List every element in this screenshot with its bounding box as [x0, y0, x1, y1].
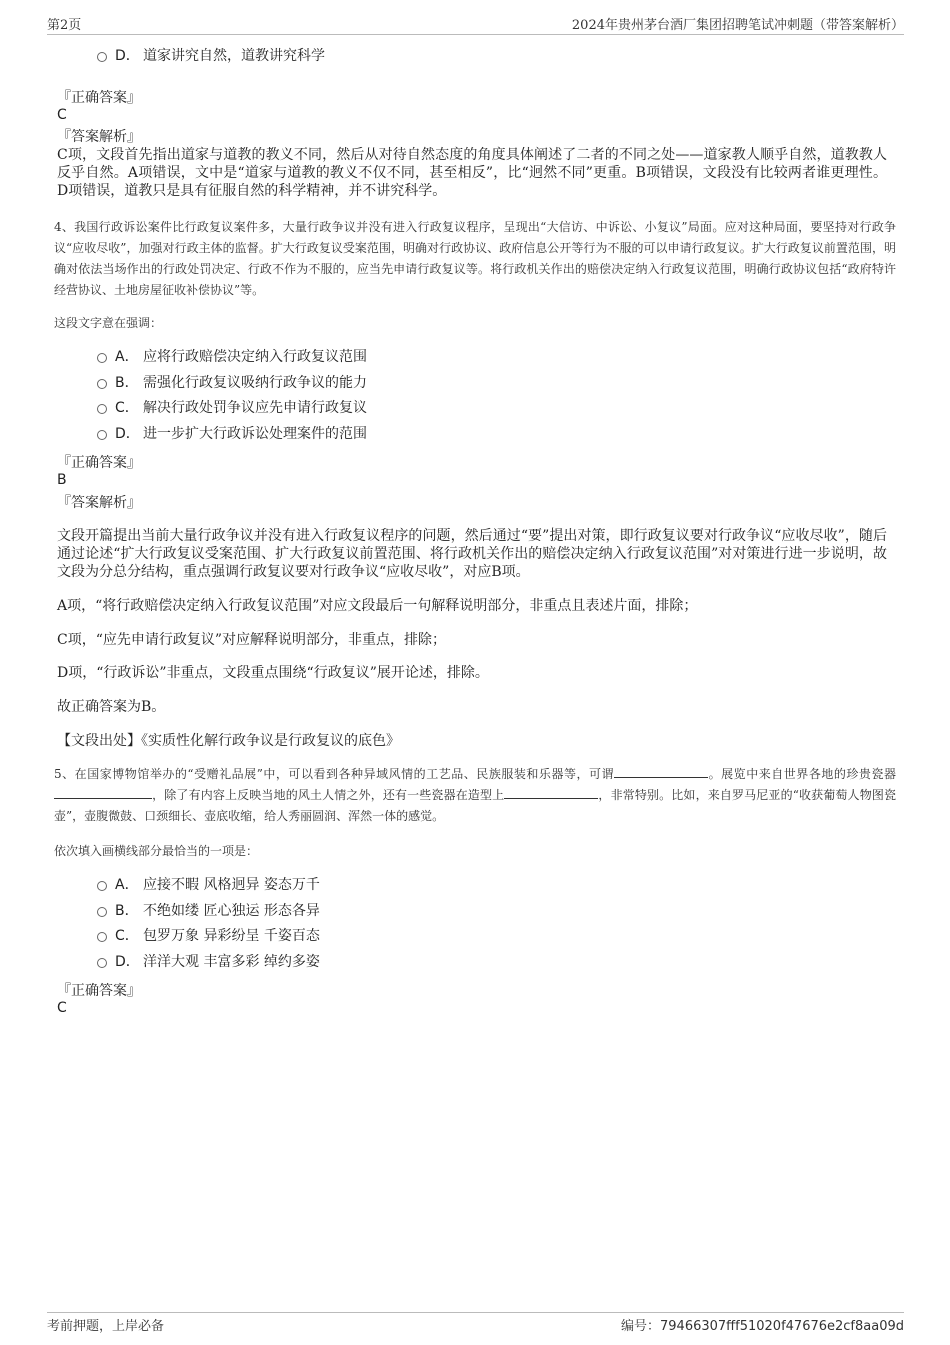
q4-stem: 4、我国行政诉讼案件比行政复议案件多，大量行政争议并没有进入行政复议程序，呈现出“大信访、中诉讼、小复议”局面。应对这种局面，要坚持对行政争议“应收尽收”，加强对行政主体的监督。扩大行政复议受案范围，明确对行政协议、政府信息公开等行为不服的可以申请行政复议。扩大行政复议前置范围，明确对依法当场作出的行政处罚决定、行政不作为不服的，应当先申请行政复议等。将行政机关作出的赔偿决定纳入行政复议范围，明确行政协议包括“政府特许经营协议、土地房屋征收补偿协议”等。 [54, 220, 896, 297]
q5-answer: C [57, 1000, 67, 1016]
radio-icon[interactable] [97, 430, 107, 440]
q3-option-d[interactable]: D． 道家讲究自然，道教讲究科学 [97, 46, 325, 66]
radio-icon[interactable] [97, 353, 107, 363]
q4-answer: B [57, 472, 67, 488]
q5-option-a[interactable]: A． 应接不暇 风格迥异 姿态万千 [97, 875, 320, 895]
page-footer [47, 1312, 904, 1334]
q3-analysis-label: 『答案解析』 [57, 129, 141, 145]
radio-icon[interactable] [97, 404, 107, 414]
q4-analysis-paragraph: C项，“应先申请行政复议”对应解释说明部分，非重点，排除； [57, 632, 447, 648]
footer-slogan: 考前押题，上岸必备 [47, 1319, 165, 1334]
q4-prompt: 这段文字意在强调： [54, 316, 163, 330]
radio-icon[interactable] [97, 881, 107, 891]
fill-blank-1[interactable] [614, 765, 708, 778]
document-title: 2024年贵州茅台酒厂集团招聘笔试冲刺题（带答案解析） [571, 18, 904, 33]
radio-icon[interactable] [97, 932, 107, 942]
page-number: 第2页 [47, 18, 82, 33]
q3-analysis: C项，文段首先指出道家与道教的教义不同，然后从对待自然态度的角度具体阐述了二者的不同之处——道家教人顺乎自然，道教教人反乎自然。A项错误，文中是“道家与道教的教义不仅不同，甚至相反”，比“迥然不同”更重。B项错误，文段没有比较两者谁更理性。D项错误，道教只是具有征服自然的科学精神，并不讲究科学。 [57, 147, 887, 199]
q5-prompt: 依次填入画横线部分最恰当的一项是： [54, 844, 259, 858]
q4-option-c[interactable]: C． 解决行政处罚争议应先申请行政复议 [97, 398, 367, 418]
q4-answer-label: 『正确答案』 [57, 455, 141, 471]
q5-stem: 5、在国家博物馆举办的“受赠礼品展”中，可以看到各种异域风情的工艺品、民族服装和乐器等，可谓 。展览中来自世界各地的珍贵瓷器，除了有内容上反映当地的风土人情之外，还有一些瓷器在造型上 ，非常特别。比如，来自罗马尼亚的“收获葡萄人物图瓷壶”，壶腹微鼓、口颈细长、壶底收缩，给人秀丽圆润、浑然一体的感觉。 [54, 767, 896, 823]
document-id: 编号：79466307fff51020f47676e2cf8aa09d [621, 1319, 904, 1334]
q4-option-d[interactable]: D． 进一步扩大行政诉讼处理案件的范围 [97, 424, 367, 444]
q5-option-d[interactable]: D． 洋洋大观 丰富多彩 绰约多姿 [97, 952, 320, 972]
radio-icon[interactable] [97, 379, 107, 389]
q5-option-b[interactable]: B． 不绝如缕 匠心独运 形态各异 [97, 901, 320, 921]
q3-answer: C [57, 107, 67, 123]
q4-analysis-paragraph: 文段开篇提出当前大量行政争议并没有进入行政复议程序的问题，然后通过“要”提出对策，即行政复议要对行政争议“应收尽收”，随后通过论述“扩大行政复议受案范围、扩大行政复议前置范围、将行政机关作出的赔偿决定纳入行政复议范围”对对策进行进一步说明，故文段为分总分结构，重点强调行政复议要对行政争议“应收尽收”，对应B项。 [57, 528, 887, 580]
q4-option-a[interactable]: A． 应将行政赔偿决定纳入行政复议范围 [97, 347, 367, 367]
q5-option-c[interactable]: C． 包罗万象 异彩纷呈 千姿百态 [97, 926, 320, 946]
q4-source: 【文段出处】《实质性化解行政争议是行政复议的底色》 [57, 733, 400, 749]
fill-blank-3[interactable] [504, 786, 598, 799]
radio-icon[interactable] [97, 907, 107, 917]
q4-analysis-paragraph: 故正确答案为B。 [57, 699, 166, 715]
q4-analysis-paragraph: A项，“将行政赔偿决定纳入行政复议范围”对应文段最后一句解释说明部分，非重点且表述片面，排除； [57, 598, 698, 614]
q4-option-b[interactable]: B． 需强化行政复议吸纳行政争议的能力 [97, 373, 367, 393]
radio-icon[interactable] [97, 958, 107, 968]
q5-answer-label: 『正确答案』 [57, 983, 141, 999]
q4-analysis-paragraph: D项，“行政诉讼”非重点，文段重点围绕“行政复议”展开论述，排除。 [57, 665, 489, 681]
fill-blank-2[interactable] [54, 786, 152, 799]
radio-icon[interactable] [97, 52, 107, 62]
page-header [47, 14, 904, 35]
q3-answer-label: 『正确答案』 [57, 90, 141, 106]
q4-analysis-label: 『答案解析』 [57, 495, 141, 511]
